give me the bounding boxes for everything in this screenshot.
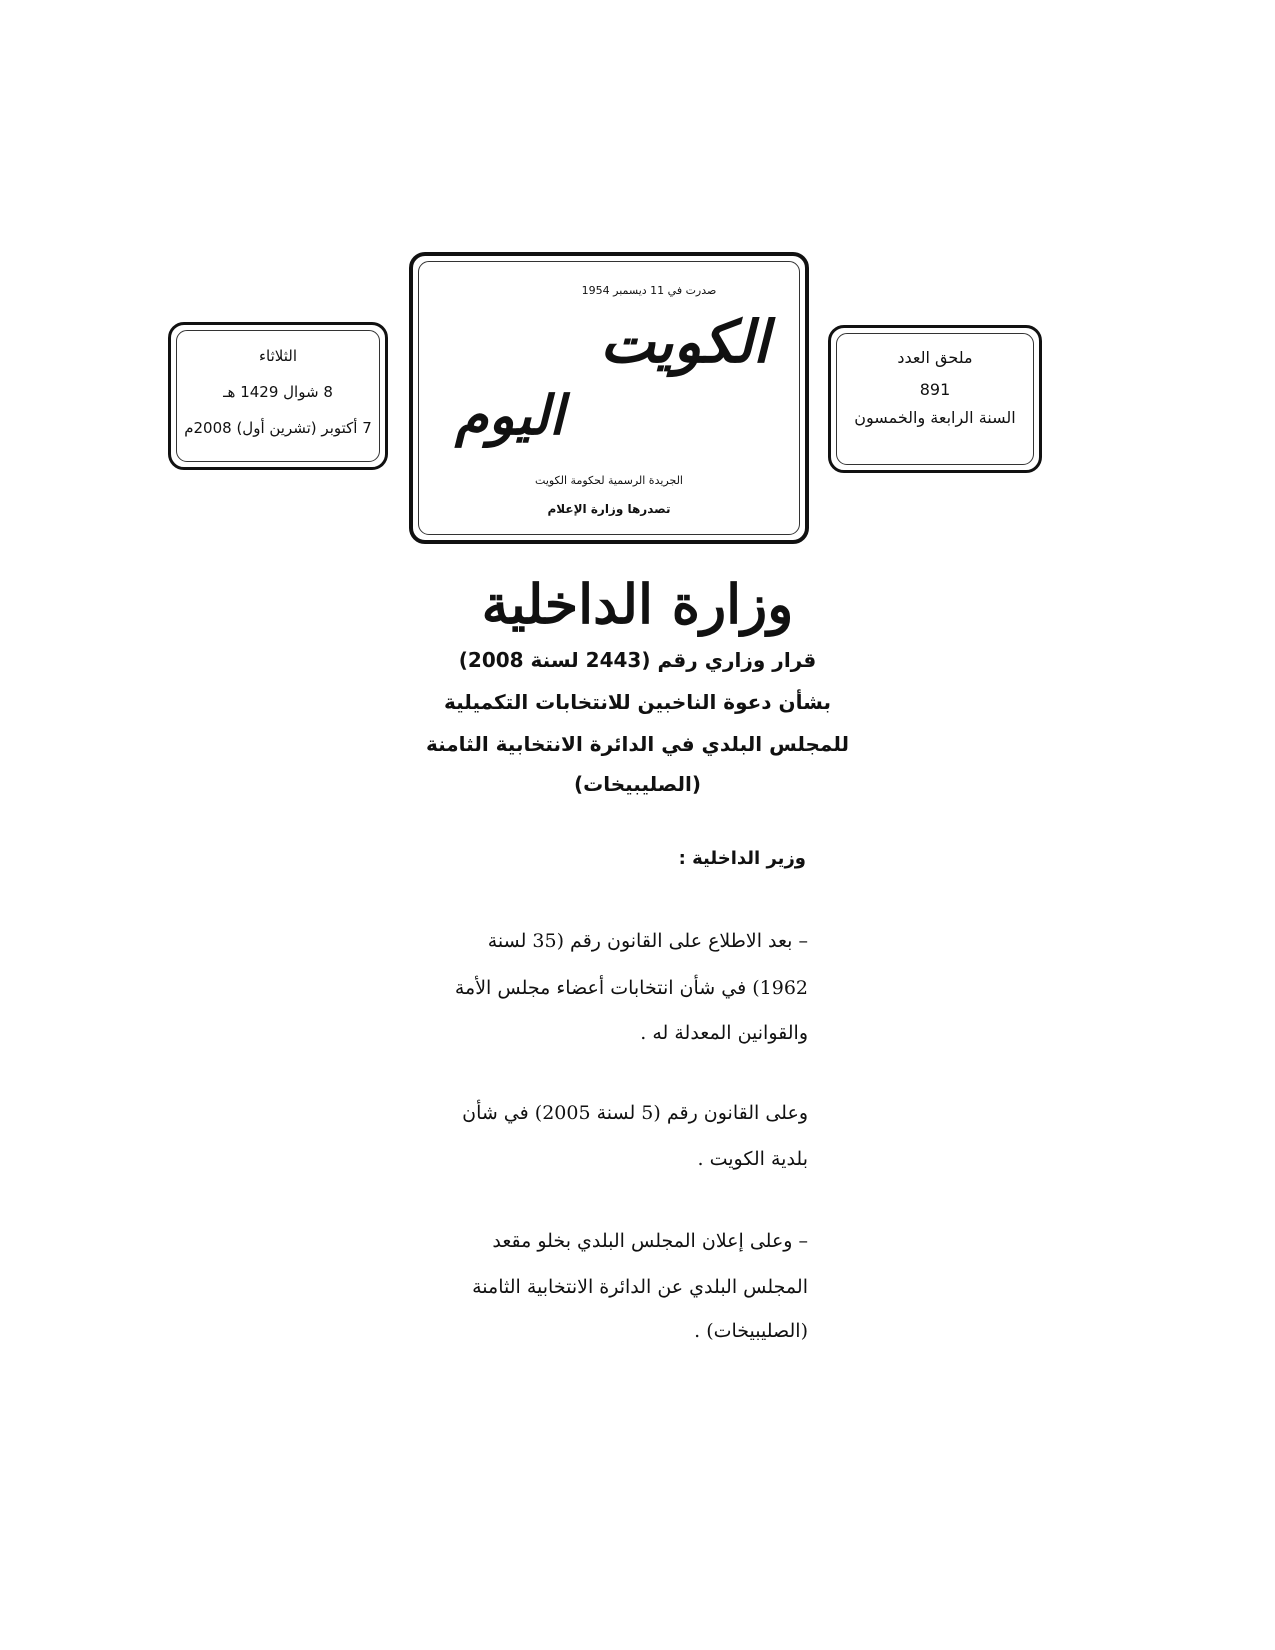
weekday: الثلاثاء [258, 347, 297, 365]
masthead-title-today: اليوم [455, 384, 565, 447]
paragraph-1-line-1: – بعد الاطلاع على القانون رقم (35 لسنة [487, 930, 808, 952]
decree-subject-line-2: للمجلس البلدي في الدائرة الانتخابية الثامنة [425, 732, 850, 756]
gazette-subtitle: الجريدة الرسمية لحكومة الكويت [535, 474, 683, 487]
paragraph-3-line-2: المجلس البلدي عن الدائرة الانتخابية الثامنة [472, 1276, 808, 1298]
publication-year: السنة الرابعة والخمسون [854, 408, 1016, 427]
minister-label: وزير الداخلية : [678, 848, 806, 869]
decree-subject-line-3: (الصليبيخات) [573, 772, 702, 796]
gregorian-date: 7 أكتوبر (تشرين أول) 2008م [184, 419, 372, 437]
paragraph-3-line-1: – وعلى إعلان المجلس البلدي بخلو مقعد [492, 1230, 808, 1252]
newspaper-masthead [409, 252, 809, 544]
issued-date: صدرت في 11 ديسمبر 1954 [581, 284, 717, 297]
paragraph-1-line-2: 1962) في شأن انتخابات أعضاء مجلس الأمة [454, 977, 808, 999]
paragraph-2-line-2: بلدية الكويت . [697, 1148, 808, 1170]
decree-number: قرار وزاري رقم (2443 لسنة 2008) [458, 648, 817, 672]
masthead-title-kuwait: الكويت [600, 308, 769, 376]
paragraph-1-line-3: والقوانين المعدلة له . [640, 1022, 808, 1044]
supplement-label: ملحق العدد [897, 348, 973, 367]
paragraph-3-line-3: (الصليبيخات) . [694, 1320, 808, 1342]
issue-box [828, 325, 1042, 473]
paragraph-2-line-1: وعلى القانون رقم (5 لسنة 2005) في شأن [462, 1102, 808, 1124]
decree-subject-line-1: بشأن دعوة الناخبين للانتخابات التكميلية [444, 690, 831, 714]
hijri-date: 8 شوال 1429 هـ [223, 383, 333, 401]
issue-number: 891 [919, 380, 951, 399]
publisher-line: تصدرها وزارة الإعلام [547, 502, 671, 516]
ministry-heading: وزارة الداخلية [481, 572, 794, 636]
date-box [168, 322, 388, 470]
